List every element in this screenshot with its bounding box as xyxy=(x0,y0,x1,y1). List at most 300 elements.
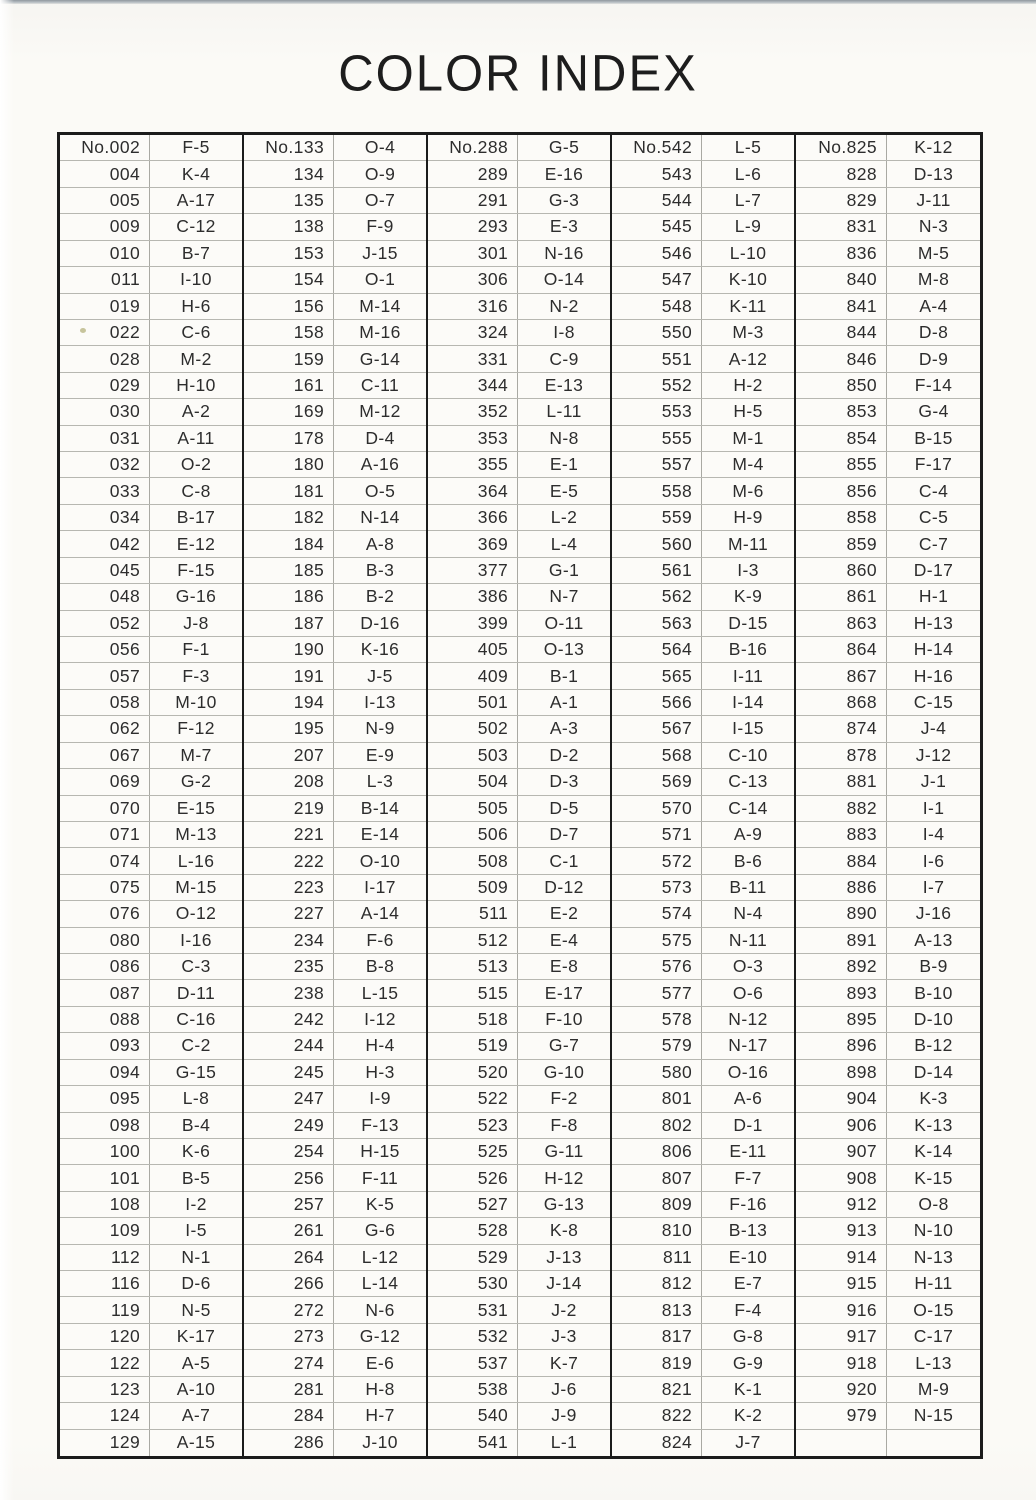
no-cell: 841 xyxy=(796,294,887,319)
table-row xyxy=(796,1377,980,1403)
no-cell: 912 xyxy=(796,1192,887,1217)
no-cell: 813 xyxy=(612,1297,702,1322)
code-cell: F-6 xyxy=(366,929,394,950)
code-cell: G-4 xyxy=(918,401,949,422)
code-cell: N-11 xyxy=(728,929,768,950)
code-cell: A-4 xyxy=(919,295,948,316)
no-cell: 366 xyxy=(428,505,518,530)
code-cell: B-8 xyxy=(365,956,395,977)
table-row xyxy=(796,399,980,425)
code-cell: O-7 xyxy=(364,190,396,211)
code-cell: E-15 xyxy=(176,797,216,818)
code-cell: O-2 xyxy=(180,454,212,475)
table-row xyxy=(60,373,242,399)
code-cell: A-11 xyxy=(177,427,215,448)
table-row xyxy=(796,373,980,399)
code-cell: M-13 xyxy=(175,824,217,845)
code-cell: G-15 xyxy=(175,1061,217,1082)
no-cell: 543 xyxy=(612,161,702,186)
table-row xyxy=(428,161,610,187)
no-cell: 070 xyxy=(60,796,150,821)
no-cell: 033 xyxy=(60,478,150,503)
code-cell: O-11 xyxy=(544,612,584,633)
code-cell: A-17 xyxy=(176,190,216,211)
code-cell: F-17 xyxy=(914,454,953,475)
code-cell: O-12 xyxy=(175,903,217,924)
table-row xyxy=(796,690,980,716)
code-cell: L-14 xyxy=(361,1273,399,1294)
table-row xyxy=(244,452,426,478)
no-cell: 528 xyxy=(428,1218,518,1243)
table-row xyxy=(428,954,610,980)
table-row xyxy=(244,1271,426,1297)
no-cell: 190 xyxy=(244,637,334,662)
table-row xyxy=(796,663,980,689)
code-cell: H-2 xyxy=(733,374,763,395)
table-row xyxy=(428,135,610,161)
table-row xyxy=(244,1297,426,1323)
no-cell: 530 xyxy=(428,1271,518,1296)
code-cell: F-13 xyxy=(361,1114,399,1135)
table-row xyxy=(60,188,242,214)
code-cell: K-6 xyxy=(181,1141,211,1162)
code-cell: M-3 xyxy=(732,322,764,343)
no-cell: 566 xyxy=(612,690,702,715)
table-row xyxy=(60,294,242,320)
table-row xyxy=(428,320,610,346)
code-cell: D-3 xyxy=(549,771,579,792)
table-row xyxy=(244,716,426,742)
no-cell: 045 xyxy=(60,558,150,583)
table-row xyxy=(60,1033,242,1059)
table-row xyxy=(60,1271,242,1297)
table-row xyxy=(60,399,242,425)
no-cell: 898 xyxy=(796,1060,887,1085)
code-cell: C-4 xyxy=(918,480,949,501)
no-cell: 289 xyxy=(428,161,518,186)
no-cell: 062 xyxy=(60,716,150,741)
no-cell: 537 xyxy=(428,1350,518,1375)
code-cell: G-2 xyxy=(180,771,212,792)
table-row xyxy=(796,954,980,980)
no-cell: 057 xyxy=(60,663,150,688)
no-cell: 086 xyxy=(60,954,150,979)
table-row xyxy=(244,373,426,399)
no-cell: 565 xyxy=(612,663,702,688)
code-cell: F-14 xyxy=(914,374,953,395)
table-row xyxy=(796,1086,980,1112)
code-cell: I-9 xyxy=(369,1088,391,1109)
table-row xyxy=(244,1377,426,1403)
no-cell: 890 xyxy=(796,901,887,926)
code-cell: C-16 xyxy=(176,1009,216,1030)
no-cell: 234 xyxy=(244,928,334,953)
table-row xyxy=(796,1403,980,1429)
table-row xyxy=(612,135,794,161)
table-row xyxy=(428,1218,610,1244)
table-row xyxy=(428,294,610,320)
table-row xyxy=(244,663,426,689)
no-cell: 810 xyxy=(612,1218,702,1243)
no-cell: 071 xyxy=(60,822,150,847)
table-row xyxy=(612,716,794,742)
code-cell: F-12 xyxy=(177,718,215,739)
table-row xyxy=(612,505,794,531)
table-row xyxy=(612,848,794,874)
table-row xyxy=(428,1350,610,1376)
code-cell: L-13 xyxy=(915,1352,952,1373)
code-cell: F-2 xyxy=(550,1088,578,1109)
code-cell: D-2 xyxy=(549,744,579,765)
table-row xyxy=(60,531,242,557)
no-cell: 561 xyxy=(612,558,702,583)
table-row xyxy=(244,1033,426,1059)
table-row xyxy=(60,1377,242,1403)
code-cell: I-10 xyxy=(180,269,212,290)
no-cell: 544 xyxy=(612,188,702,213)
table-row xyxy=(796,1060,980,1086)
table-row xyxy=(612,426,794,452)
no-cell: 344 xyxy=(428,373,518,398)
code-cell: H-13 xyxy=(913,612,954,633)
table-row xyxy=(60,267,242,293)
code-cell: E-6 xyxy=(365,1352,395,1373)
code-cell: L-3 xyxy=(366,771,394,792)
table-row xyxy=(796,267,980,293)
table-row xyxy=(244,241,426,267)
code-cell: M-12 xyxy=(359,401,401,422)
code-cell: H-1 xyxy=(918,586,949,607)
code-cell: F-5 xyxy=(182,137,210,158)
code-cell: H-8 xyxy=(365,1378,395,1399)
no-cell: 029 xyxy=(60,373,150,398)
code-cell: L-16 xyxy=(177,850,215,871)
code-cell: D-16 xyxy=(360,612,400,633)
no-cell: 864 xyxy=(796,637,887,662)
table-row xyxy=(60,320,242,346)
table-row xyxy=(612,954,794,980)
code-cell: J-1 xyxy=(920,771,947,792)
code-cell: K-7 xyxy=(549,1352,579,1373)
code-cell: J-9 xyxy=(551,1405,577,1426)
table-row xyxy=(60,1192,242,1218)
no-cell: 867 xyxy=(796,663,887,688)
no-cell: 154 xyxy=(244,267,334,292)
table-row xyxy=(428,1192,610,1218)
no-cell: 884 xyxy=(796,848,887,873)
no-cell: 883 xyxy=(796,822,887,847)
code-cell: E-17 xyxy=(544,982,584,1003)
table-row xyxy=(244,822,426,848)
code-cell: M-2 xyxy=(180,348,212,369)
table-row xyxy=(796,1324,980,1350)
code-cell: E-12 xyxy=(176,533,216,554)
no-cell: 369 xyxy=(428,531,518,556)
code-cell: O-9 xyxy=(364,163,396,184)
code-cell: N-10 xyxy=(913,1220,954,1241)
code-cell: N-13 xyxy=(913,1246,954,1267)
table-row xyxy=(428,611,610,637)
table-row xyxy=(244,1086,426,1112)
table-row xyxy=(796,346,980,372)
code-cell: O-6 xyxy=(732,982,764,1003)
code-cell: J-7 xyxy=(735,1432,761,1453)
code-cell: L-10 xyxy=(729,242,767,263)
no-cell: 801 xyxy=(612,1086,702,1111)
no-cell: 129 xyxy=(60,1430,150,1456)
code-cell: M-7 xyxy=(180,744,212,765)
no-cell: 161 xyxy=(244,373,334,398)
table-row xyxy=(428,690,610,716)
code-cell: A-14 xyxy=(360,903,400,924)
code-cell: K-2 xyxy=(733,1405,763,1426)
table-row xyxy=(60,901,242,927)
code-cell: E-7 xyxy=(733,1273,763,1294)
code-cell: K-8 xyxy=(549,1220,579,1241)
table-row xyxy=(796,1033,980,1059)
table-row xyxy=(612,1324,794,1350)
table-row xyxy=(796,1165,980,1191)
no-cell: 506 xyxy=(428,822,518,847)
table-row xyxy=(612,822,794,848)
no-cell: 512 xyxy=(428,928,518,953)
no-cell: 122 xyxy=(60,1350,150,1375)
code-cell: I-4 xyxy=(922,824,945,845)
no-cell: 100 xyxy=(60,1139,150,1164)
no-cell: 244 xyxy=(244,1033,334,1058)
no-cell: 904 xyxy=(796,1086,887,1111)
code-cell: M-14 xyxy=(359,295,401,316)
table-row xyxy=(60,346,242,372)
code-cell: O-8 xyxy=(918,1194,949,1214)
code-cell: H-11 xyxy=(914,1273,953,1294)
no-cell: 571 xyxy=(612,822,702,847)
table-row xyxy=(244,1324,426,1350)
code-cell: N-14 xyxy=(360,507,400,528)
table-row xyxy=(612,1165,794,1191)
code-cell: J-6 xyxy=(551,1378,577,1399)
code-cell: J-2 xyxy=(551,1299,577,1320)
no-cell: 531 xyxy=(428,1297,518,1322)
table-row xyxy=(60,663,242,689)
code-cell: K-9 xyxy=(733,586,763,607)
no-cell: 194 xyxy=(244,690,334,715)
no-cell: 881 xyxy=(796,769,887,794)
no-cell: 223 xyxy=(244,875,334,900)
no-cell: 184 xyxy=(244,531,334,556)
no-cell: 221 xyxy=(244,822,334,847)
table-row xyxy=(428,214,610,240)
no-cell: 844 xyxy=(796,320,887,345)
code-cell: M-16 xyxy=(359,322,401,343)
code-cell xyxy=(887,1430,980,1456)
table-row xyxy=(612,1007,794,1033)
no-cell: 892 xyxy=(796,954,887,979)
table-row xyxy=(796,1192,980,1218)
table-row xyxy=(244,161,426,187)
no-cell: 577 xyxy=(612,980,702,1005)
code-cell: K-12 xyxy=(914,137,953,158)
table-row xyxy=(428,901,610,927)
code-cell: H-7 xyxy=(365,1405,395,1426)
no-cell: 138 xyxy=(244,214,334,239)
no-cell: No.002 xyxy=(60,135,150,160)
no-cell: 860 xyxy=(796,558,887,583)
table-row xyxy=(60,241,242,267)
no-cell: 511 xyxy=(428,901,518,926)
code-cell: F-4 xyxy=(734,1299,762,1320)
code-cell: F-9 xyxy=(366,216,394,237)
code-cell: I-14 xyxy=(732,692,764,713)
code-cell: B-14 xyxy=(360,797,400,818)
code-cell: G-3 xyxy=(548,190,580,211)
no-cell: 178 xyxy=(244,426,334,451)
no-cell: 579 xyxy=(612,1033,702,1058)
no-cell: 859 xyxy=(796,531,887,556)
no-cell: 098 xyxy=(60,1113,150,1138)
no-cell: 520 xyxy=(428,1060,518,1085)
table-row xyxy=(428,1113,610,1139)
code-cell: A-10 xyxy=(176,1378,216,1399)
code-cell: C-11 xyxy=(360,374,400,395)
table-row xyxy=(428,373,610,399)
scan-edge-left xyxy=(0,0,14,1500)
no-cell: 266 xyxy=(244,1271,334,1296)
table-row xyxy=(244,188,426,214)
no-cell: 185 xyxy=(244,558,334,583)
table-row xyxy=(428,267,610,293)
table-row xyxy=(60,1324,242,1350)
no-cell: 011 xyxy=(60,267,150,292)
no-cell: 550 xyxy=(612,320,702,345)
code-cell: I-3 xyxy=(737,559,759,580)
no-cell: 005 xyxy=(60,188,150,213)
code-cell: N-4 xyxy=(733,903,763,924)
no-cell: 010 xyxy=(60,241,150,266)
table-row xyxy=(796,1430,980,1456)
table-row xyxy=(796,426,980,452)
code-cell: A-13 xyxy=(914,929,953,950)
table-row xyxy=(612,1271,794,1297)
table-row xyxy=(60,1165,242,1191)
table-row xyxy=(428,1430,610,1456)
no-cell: 541 xyxy=(428,1430,518,1456)
table-row xyxy=(428,399,610,425)
no-cell: 546 xyxy=(612,241,702,266)
code-cell: D-14 xyxy=(913,1061,954,1082)
code-cell: O-15 xyxy=(913,1299,954,1320)
code-cell: H-14 xyxy=(913,639,954,660)
table-row xyxy=(612,1218,794,1244)
no-cell: No.288 xyxy=(428,135,518,160)
code-cell: B-4 xyxy=(181,1114,211,1135)
table-row xyxy=(428,663,610,689)
no-cell: 257 xyxy=(244,1192,334,1217)
no-cell: 545 xyxy=(612,214,702,239)
table-row xyxy=(60,1218,242,1244)
table-row xyxy=(428,716,610,742)
no-cell: 264 xyxy=(244,1245,334,1270)
code-cell: N-1 xyxy=(181,1246,211,1267)
no-cell: 819 xyxy=(612,1350,702,1375)
no-cell: 101 xyxy=(60,1165,150,1190)
no-cell: 836 xyxy=(796,241,887,266)
code-cell: O-1 xyxy=(364,269,396,290)
code-cell: N-2 xyxy=(549,295,579,316)
no-cell: 242 xyxy=(244,1007,334,1032)
no-cell: 824 xyxy=(612,1430,702,1456)
no-cell: 515 xyxy=(428,980,518,1005)
code-cell: L-11 xyxy=(546,401,582,422)
color-index-table xyxy=(57,132,983,1459)
table-row xyxy=(244,1245,426,1271)
no-cell: 505 xyxy=(428,796,518,821)
code-cell: J-15 xyxy=(362,242,398,263)
code-cell: N-16 xyxy=(544,242,584,263)
code-cell: H-15 xyxy=(360,1141,400,1162)
no-cell: 572 xyxy=(612,848,702,873)
no-cell: 540 xyxy=(428,1403,518,1428)
no-cell: 979 xyxy=(796,1403,887,1428)
no-cell: 281 xyxy=(244,1377,334,1402)
table-row xyxy=(428,848,610,874)
code-cell: E-14 xyxy=(360,824,400,845)
table-row xyxy=(612,294,794,320)
table-row xyxy=(612,558,794,584)
code-cell: I-11 xyxy=(732,665,764,686)
code-cell: H-16 xyxy=(913,665,954,686)
table-row xyxy=(612,1113,794,1139)
code-cell: M-11 xyxy=(727,533,769,554)
table-row xyxy=(796,716,980,742)
no-cell: 123 xyxy=(60,1377,150,1402)
no-cell: 553 xyxy=(612,399,702,424)
no-cell: 518 xyxy=(428,1007,518,1032)
code-cell: D-4 xyxy=(365,427,395,448)
no-cell: 284 xyxy=(244,1403,334,1428)
code-cell: A-2 xyxy=(181,401,211,422)
no-cell: 048 xyxy=(60,584,150,609)
code-cell: B-7 xyxy=(181,242,211,263)
code-cell: E-3 xyxy=(549,216,579,237)
table-row xyxy=(244,769,426,795)
no-cell: 249 xyxy=(244,1113,334,1138)
no-cell: 207 xyxy=(244,743,334,768)
code-cell: L-9 xyxy=(734,216,762,237)
table-row xyxy=(428,426,610,452)
table-row xyxy=(796,584,980,610)
code-cell: I-17 xyxy=(364,876,396,897)
table-row xyxy=(244,426,426,452)
table-row xyxy=(612,663,794,689)
table-row xyxy=(612,346,794,372)
table-row xyxy=(796,478,980,504)
table-row xyxy=(612,743,794,769)
no-cell: No.133 xyxy=(244,135,334,160)
code-cell: D-11 xyxy=(176,982,216,1003)
table-row xyxy=(428,1297,610,1323)
no-cell: 067 xyxy=(60,743,150,768)
table-row xyxy=(796,611,980,637)
no-cell: 525 xyxy=(428,1139,518,1164)
table-row xyxy=(796,796,980,822)
table-row xyxy=(244,980,426,1006)
no-cell: 513 xyxy=(428,954,518,979)
table-row xyxy=(428,796,610,822)
no-cell: 863 xyxy=(796,611,887,636)
table-row xyxy=(60,690,242,716)
table-row xyxy=(612,637,794,663)
